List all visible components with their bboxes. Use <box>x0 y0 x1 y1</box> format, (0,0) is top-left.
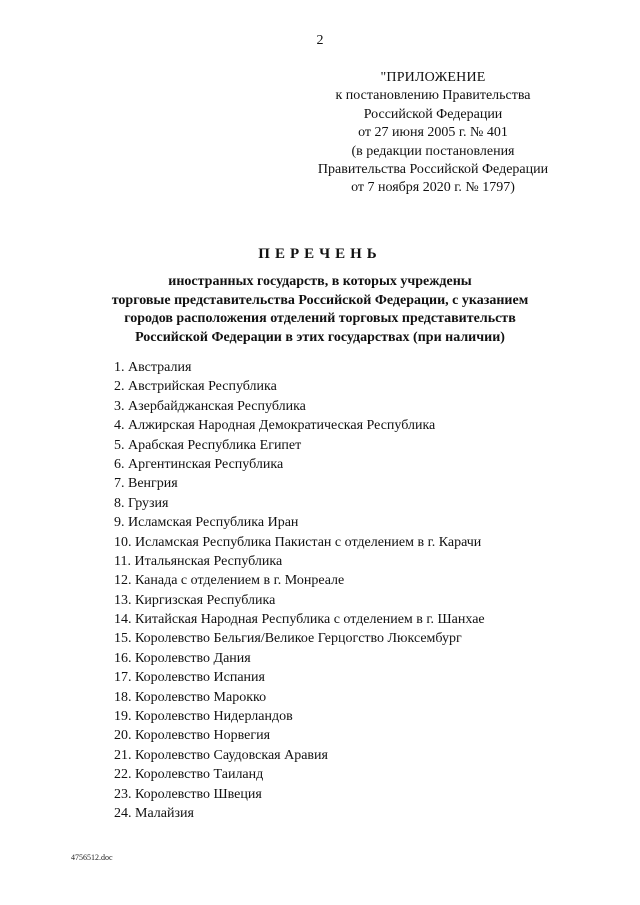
list-item: 7. Венгрия <box>114 476 178 492</box>
list-item: 8. Грузия <box>114 495 169 511</box>
appendix-block <box>300 69 566 198</box>
list-item: 21. Королевство Саудовская Аравия <box>114 747 328 763</box>
list-item: 5. Арабская Республика Египет <box>114 437 302 453</box>
subtitle-line: городов расположения отделений торговых представительств <box>124 311 516 326</box>
list-item: 13. Киргизская Республика <box>114 592 276 608</box>
subtitle-line: Российской Федерации в этих государствах (при наличии) <box>135 329 505 345</box>
list-item: 2. Австрийская Республика <box>114 379 277 395</box>
list-item: 19. Королевство Нидерландов <box>114 709 293 725</box>
list-item: 22. Королевство Таиланд <box>114 767 264 783</box>
subtitle-line: торговые представительства Российской Федерации, с указанием <box>111 292 529 308</box>
appendix-line: от 27 июня 2005 г. № 401 <box>358 125 508 141</box>
list-item: 10. Исламская Республика Пакистан с отделением в г. Карачи <box>114 534 482 550</box>
list-item: 20. Королевство Норвегия <box>114 728 271 744</box>
appendix-line: Российской Федерации <box>363 106 503 122</box>
list-item: 3. Азербайджанская Республика <box>114 398 306 414</box>
list-item: 11. Итальянская Республика <box>114 553 283 569</box>
list-item: 4. Алжирская Народная Демократическая Республика <box>114 418 436 434</box>
list-item: 17. Королевство Испания <box>114 670 265 686</box>
list-item: 1. Австралия <box>114 360 192 375</box>
document-subtitle <box>80 273 560 347</box>
page-number: 2 <box>316 33 324 48</box>
list-item: 12. Канада с отделением в г. Монреале <box>114 573 345 589</box>
list-item: 23. Королевство Швеция <box>114 786 262 802</box>
appendix-line: к постановлению Правительства <box>335 88 531 104</box>
subtitle-line: иностранных государств, в которых учреждены <box>168 274 472 289</box>
document-title: ПЕРЕЧЕНЬ <box>258 246 382 262</box>
list-item: 15. Королевство Бельгия/Великое Герцогство Люксембург <box>114 631 462 647</box>
list-item: 6. Аргентинская Республика <box>114 456 284 472</box>
list-item: 9. Исламская Республика Иран <box>114 515 299 531</box>
appendix-line: (в редакции постановления <box>351 143 515 159</box>
list-item: 16. Королевство Дания <box>114 650 251 666</box>
document-file-code: 4756512.doc <box>71 853 113 862</box>
list-item: 24. Малайзия <box>114 805 194 821</box>
appendix-line: Правительства Российской Федерации <box>317 162 549 178</box>
country-list <box>114 358 584 823</box>
appendix-line: от 7 ноября 2020 г. № 1797) <box>351 180 515 196</box>
list-item: 18. Королевство Марокко <box>114 689 267 705</box>
appendix-heading: "ПРИЛОЖЕНИЕ <box>380 70 486 85</box>
list-item: 14. Китайская Народная Республика с отделением в г. Шанхае <box>114 612 485 628</box>
